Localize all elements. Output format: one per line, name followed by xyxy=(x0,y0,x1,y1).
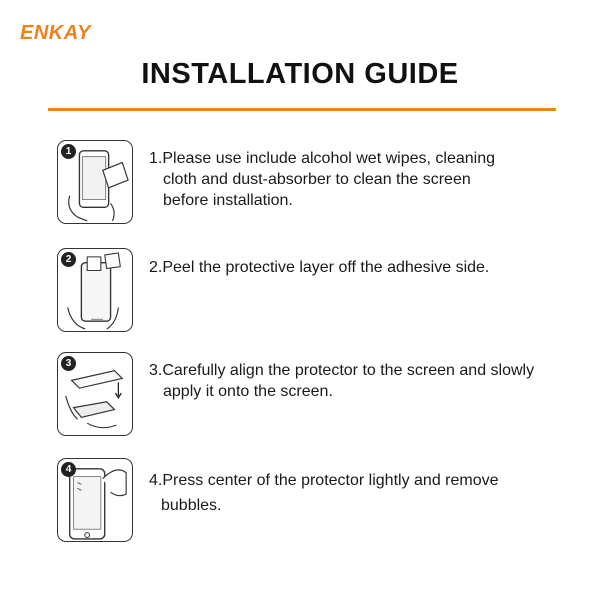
title-divider xyxy=(48,108,556,111)
step-text-line: 4.Press center of the protector lightly and remove xyxy=(149,472,499,489)
step-text-line: bubbles. xyxy=(161,497,222,514)
step-text-line: 2.Peel the protective layer off the adhesive side. xyxy=(149,259,490,276)
page-title: INSTALLATION GUIDE xyxy=(141,58,459,90)
step-number-badge: 4 xyxy=(61,462,76,477)
press-bubbles-icon xyxy=(57,458,133,542)
step-text-line: apply it onto the screen. xyxy=(163,383,333,400)
step-text-line: 1.Please use include alcohol wet wipes, cleaning xyxy=(149,150,495,167)
align-protector-icon xyxy=(57,352,133,436)
step-number-badge: 2 xyxy=(61,252,76,267)
step-number-badge: 1 xyxy=(61,144,76,159)
peel-film-icon xyxy=(57,248,133,332)
step-text-line: 3.Carefully align the protector to the screen and slowly xyxy=(149,362,535,379)
step-text-line: before installation. xyxy=(163,192,293,209)
brand-logo: ENKAY xyxy=(20,22,92,44)
step-number-badge: 3 xyxy=(61,356,76,371)
wipe-screen-icon xyxy=(57,140,133,224)
step-text-line: cloth and dust-absorber to clean the screen xyxy=(163,171,471,188)
